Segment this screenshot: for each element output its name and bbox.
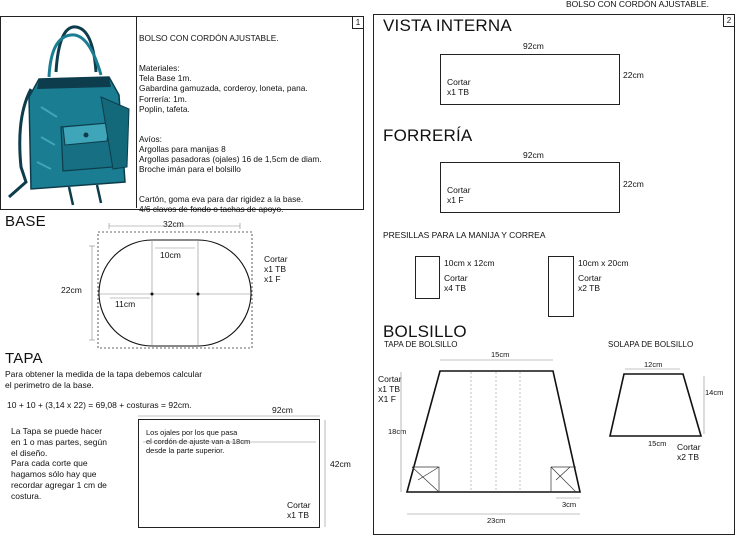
solapa-top: 12cm [644, 360, 663, 369]
tapa-formula: 10 + 10 + (3,14 x 22) = 69,08 + costuras = 92cm. [7, 400, 192, 410]
forreria-heading: FORRERÍA [383, 126, 473, 145]
tapa-note: La Tapa se puede hacer en 1 o mas partes, según el diseño. Para cada corte que hagamos sólo hay que recordar agregar 1 cm de costura. [11, 426, 107, 501]
base-inner-left: 11cm [115, 299, 136, 309]
tapa-width: 92cm [272, 405, 293, 415]
base-width: 32cm [163, 219, 184, 229]
forreria-width: 92cm [523, 150, 544, 160]
solapa-cut: Cortar x2 TB [677, 442, 701, 462]
tapa-bolsillo-bottom: 23cm [487, 516, 506, 525]
solapa-side: 14cm [705, 388, 724, 397]
materiales-text: Materiales: Tela Base 1m. Gabardina gamuzada, corderoy, loneta, pana. Forrería: 1m. Poplin, tafeta. [139, 63, 308, 114]
solapa-bottom: 15cm [648, 439, 667, 448]
bolsillo-heading: BOLSILLO [383, 322, 467, 341]
base-heading: BASE [5, 213, 46, 230]
tapa-inner-note: Los ojales por los que pasa el cordón de ajuste van 18cm desde la parte superior. [146, 428, 251, 456]
vista-height: 22cm [623, 70, 644, 80]
base-cut: Cortar x1 TB x1 F [264, 254, 288, 284]
carton-text: Cartón, goma eva para dar rigidez a la base. 4/6 clavos de fondo o tachas de apoyo. [139, 194, 304, 215]
tapa-bolsillo-top: 15cm [491, 350, 510, 359]
page-number-2: 2 [723, 15, 734, 27]
vista-width: 92cm [523, 41, 544, 51]
tapa-bolsillo-cut: Cortar x1 TB X1 F [378, 374, 402, 404]
tapa-cut: Cortar x1 TB [287, 500, 311, 520]
forreria-height: 22cm [623, 179, 644, 189]
tapa-bolsillo-label: TAPA DE BOLSILLO [384, 340, 458, 349]
presilla-1-cut: Cortar x4 TB [444, 273, 468, 293]
presilla-2-cut: Cortar x2 TB [578, 273, 602, 293]
vista-interna-heading: VISTA INTERNA [383, 16, 512, 35]
tapa-height: 42cm [330, 459, 351, 469]
tapa-bolsillo-corner: 3cm [562, 500, 577, 509]
top-title: BOLSO CON CORDÓN AJUSTABLE. [566, 0, 709, 9]
presilla-2-size: 10cm x 20cm [578, 258, 629, 268]
vista-cut: Cortar x1 TB [447, 77, 471, 97]
tapa-heading: TAPA [5, 350, 43, 367]
presilla-1-size: 10cm x 12cm [444, 258, 495, 268]
page-number-1: 1 [352, 17, 363, 29]
tapa-bolsillo-side: 18cm [388, 427, 407, 436]
forreria-cut: Cortar x1 F [447, 185, 471, 205]
base-inner-top: 10cm [160, 250, 181, 260]
presillas-heading: PRESILLAS PARA LA MANIJA Y CORREA [383, 230, 546, 240]
tapa-intro: Para obtener la medida de la tapa debemos calcular el perimetro de la base. [5, 369, 203, 390]
solapa-bolsillo-label: SOLAPA DE BOLSILLO [608, 340, 694, 349]
avios-text: Avíos: Argollas para manijas 8 Argollas pasadoras (ojales) 16 de 1,5cm de diam. Broche imán para el bolsillo [139, 133, 322, 175]
base-height: 22cm [61, 285, 82, 295]
info-title: BOLSO CON CORDÓN AJUSTABLE. [139, 33, 279, 44]
